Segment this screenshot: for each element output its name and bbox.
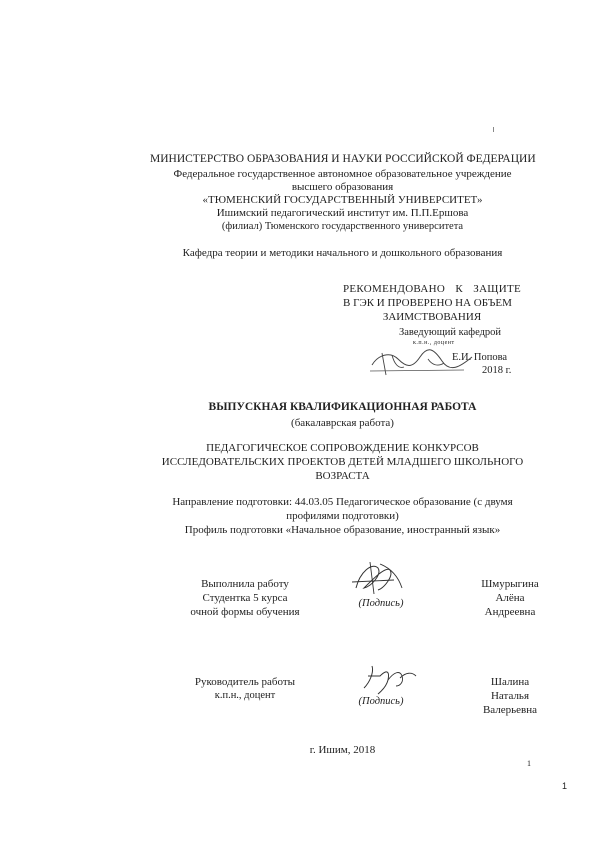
profile-line: Профиль подготовки «Начальное образование, иностранный язык» xyxy=(184,524,501,536)
student-first-name: Алёна xyxy=(495,592,525,604)
approval-year: 2018 г. xyxy=(482,365,512,376)
department-name: Кафедра теории и методики начального и дошкольного образования xyxy=(182,247,503,259)
work-title-line-2: ИССЛЕДОВАТЕЛЬСКИХ ПРОЕКТОВ ДЕТЕЙ МЛАДШЕГО ШКОЛЬНОГО xyxy=(161,456,524,468)
ministry-line: МИНИСТЕРСТВО ОБРАЗОВАНИЯ И НАУКИ РОССИЙСКОЙ ФЕДЕРАЦИИ xyxy=(150,153,536,165)
supervisor-signature-image xyxy=(360,662,420,698)
head-signature-image xyxy=(368,345,478,377)
student-signature-image xyxy=(350,558,410,598)
city-year: г. Ишим, 2018 xyxy=(309,744,376,756)
approval-name: Е.И. Попова xyxy=(452,352,508,363)
page-number: 1 xyxy=(562,781,568,791)
supervisor-patronymic: Валерьевна xyxy=(482,704,538,716)
student-signature-label: (Подпись) xyxy=(358,598,404,609)
approval-line-2: В ГЭК И ПРОВЕРЕНО НА ОБЪЕМ xyxy=(343,297,512,309)
work-type: ВЫПУСКНАЯ КВАЛИФИКАЦИОННАЯ РАБОТА xyxy=(208,401,477,413)
institution-type-line-1: Федеральное государственное автономное образовательное учреждение xyxy=(173,168,512,180)
institution-type-line-2: высшего образования xyxy=(291,181,394,193)
approval-head-of-department: Заведующий кафедрой xyxy=(398,327,502,338)
approval-line-1: РЕКОМЕНДОВАНО К ЗАЩИТЕ xyxy=(343,283,521,295)
inner-page-mark: 1 xyxy=(527,759,531,768)
supervisor-role-1: Руководитель работы xyxy=(194,676,296,688)
institute-name: Ишимский педагогический институт им. П.П.Ершова xyxy=(216,207,469,219)
student-role-1: Выполнила работу xyxy=(201,578,289,590)
work-title-line-1: ПЕДАГОГИЧЕСКОЕ СОПРОВОЖДЕНИЕ КОНКУРСОВ xyxy=(206,442,479,454)
supervisor-surname: Шалина xyxy=(490,676,530,688)
supervisor-signature-label: (Подпись) xyxy=(358,696,404,707)
university-name: «ТЮМЕНСКИЙ ГОСУДАРСТВЕННЫЙ УНИВЕРСИТЕТ» xyxy=(202,194,483,206)
work-title-line-3: ВОЗРАСТА xyxy=(315,470,370,482)
student-patronymic: Андреевна xyxy=(484,606,536,618)
approval-line-3: ЗАИМСТВОВАНИЯ xyxy=(382,311,482,323)
student-surname: Шмурыгина xyxy=(481,578,539,590)
branch-name: (филиал) Тюменского государственного университета xyxy=(221,221,464,232)
work-subtype: (бакалаврская работа) xyxy=(291,417,394,429)
supervisor-first-name: Наталья xyxy=(490,690,530,702)
scan-mark xyxy=(493,127,494,132)
direction-line-1: Направление подготовки: 44.03.05 Педагогическое образование (с двумя xyxy=(172,496,513,508)
student-role-2: Студентка 5 курса xyxy=(202,592,288,604)
supervisor-role-2: к.п.н., доцент xyxy=(214,690,276,701)
approval-degree: к.п.н., доцент xyxy=(413,340,455,346)
student-role-3: очной формы обучения xyxy=(190,606,300,618)
direction-line-2: профилями подготовки) xyxy=(286,510,399,522)
